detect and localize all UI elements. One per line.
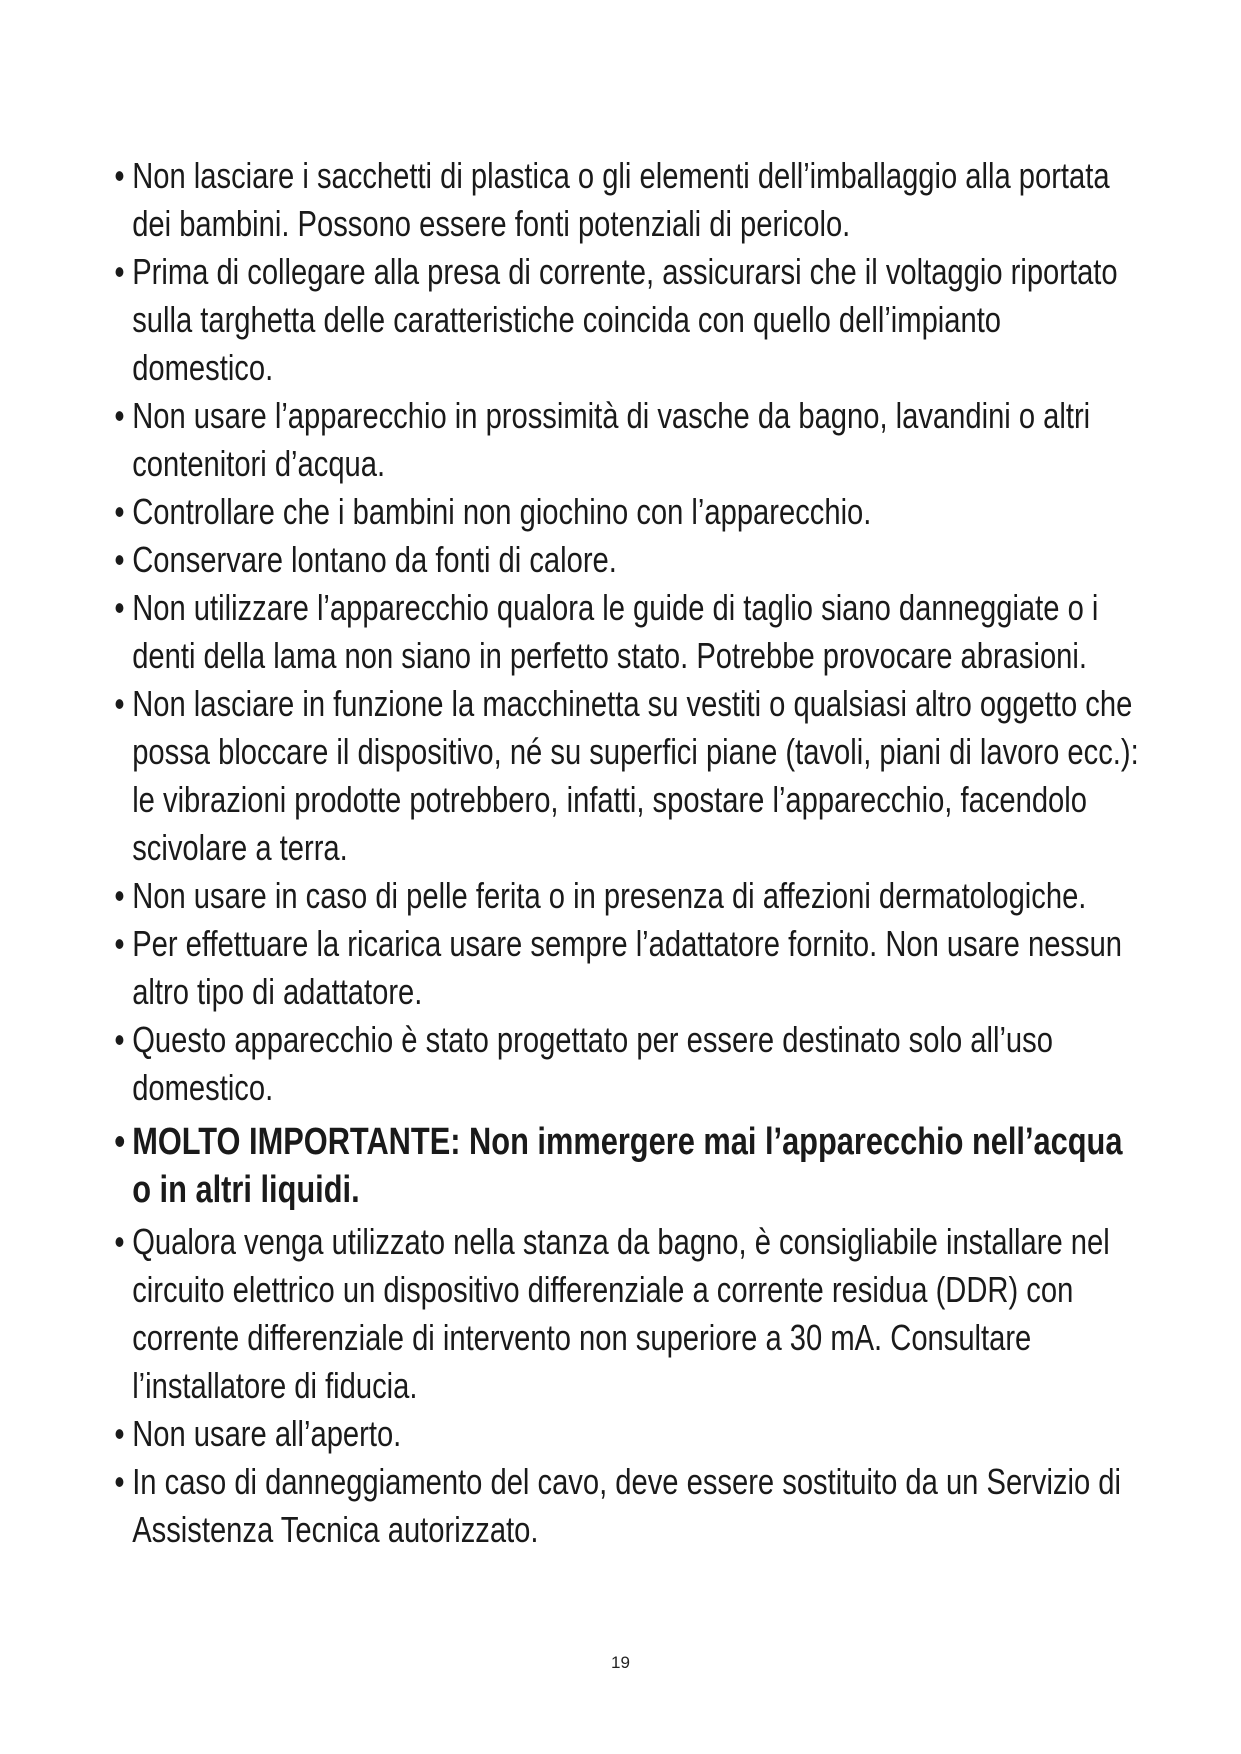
list-item <box>116 488 1146 536</box>
bullet: • <box>114 875 125 916</box>
bullet: • <box>114 491 125 532</box>
bullet: • <box>114 1413 125 1454</box>
list-item-text: Non lasciare i sacchetti di plastica o gli elementi dell’imballaggio alla portata dei bambini. Possono essere fonti potenziali di pericolo. <box>132 155 1110 244</box>
list-item-text: Non usare l’apparecchio in prossimità di vasche da bagno, lavandini o altri contenitori d’acqua. <box>132 395 1091 484</box>
page-number: 19 <box>611 1653 630 1672</box>
list-item <box>116 920 1146 1016</box>
list-item-text: Controllare che i bambini non giochino con l’apparecchio. <box>132 491 872 532</box>
bullet: • <box>114 155 125 196</box>
list-item-text: Non lasciare in funzione la macchinetta su vestiti o qualsiasi altro oggetto che possa bloccare il dispositivo, né su superfici piane (tavoli, piani di lavoro ecc.): le vibrazioni prodotte potrebbero, infatti, spostare l’apparecchio, facendolo scivolare a terra. <box>132 683 1139 868</box>
list-item-text: Non utilizzare l’apparecchio qualora le guide di taglio siano danneggiate o i denti della lama non siano in perfetto stato. Potrebbe provocare abrasioni. <box>132 587 1099 676</box>
list-item-text: Conservare lontano da fonti di calore. <box>132 539 617 580</box>
list-item-text: Non usare in caso di pelle ferita o in presenza di affezioni dermatologiche. <box>132 875 1087 916</box>
list-item <box>116 680 1146 872</box>
list-item <box>116 392 1146 488</box>
bullet: • <box>114 395 125 436</box>
list-item-text: Questo apparecchio è stato progettato per essere destinato solo all’uso domestico. <box>132 1019 1053 1108</box>
list-item-text: In caso di danneggiamento del cavo, deve essere sostituito da un Servizio di Assistenza Tecnica autorizzato. <box>132 1461 1122 1550</box>
list-item-text: Per effettuare la ricarica usare sempre l’adattatore fornito. Non usare nessun altro tipo di adattatore. <box>132 923 1123 1012</box>
bullet: • <box>114 1019 125 1060</box>
bullet: • <box>114 1121 126 1163</box>
list-item <box>116 152 1146 248</box>
bullet: • <box>114 1221 125 1262</box>
important-warning-item <box>116 1118 1146 1214</box>
list-item-text: Non usare all’aperto. <box>132 1413 402 1454</box>
bullet: • <box>114 587 125 628</box>
list-item <box>116 584 1146 680</box>
list-item <box>116 1218 1146 1410</box>
list-item-text: MOLTO IMPORTANTE: Non immergere mai l’apparecchio nell’acqua o in altri liquidi. <box>132 1121 1123 1211</box>
list-item <box>116 1458 1146 1554</box>
bullet: • <box>114 1461 125 1502</box>
list-item <box>116 248 1146 392</box>
bullet: • <box>114 251 125 292</box>
bullet: • <box>114 539 125 580</box>
list-item-text: Qualora venga utilizzato nella stanza da bagno, è consigliabile installare nel circuito elettrico un dispositivo differenziale a corrente residua (DDR) con corrente differenziale di intervento non superiore a 30 mA. Consultare l’installatore di fiducia. <box>132 1221 1110 1406</box>
list-item <box>116 536 1146 584</box>
bullet: • <box>114 683 125 724</box>
list-item <box>116 872 1146 920</box>
bullet: • <box>114 923 125 964</box>
list-item-text: Prima di collegare alla presa di corrente, assicurarsi che il voltaggio riportato sulla targhetta delle caratteristiche coincida con quello dell’impianto domestico. <box>132 251 1118 388</box>
safety-instructions-list <box>116 152 1146 1554</box>
list-item <box>116 1016 1146 1112</box>
list-item <box>116 1410 1146 1458</box>
